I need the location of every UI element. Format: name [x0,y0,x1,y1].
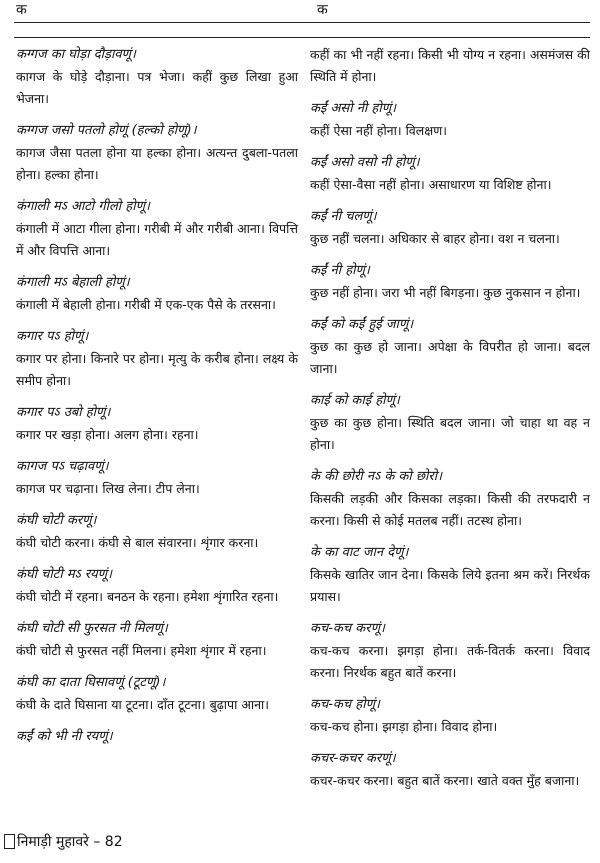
page-footer [4,832,123,851]
idiom-phrase: कंगाली मऽ बेहाली होणूं। [16,275,130,290]
right-column [310,44,590,802]
idiom-meaning: कंघी के दाते घिसाना या टूटना। दाँत टूटना। बुढ़ापा आना। [16,697,270,712]
idiom-phrase: कईं को भी नी रयणूं। [16,729,113,744]
idiom-phrase: कंघी चोटी करणूं। [16,513,97,528]
idiom-meaning: कंघी चोटी करना। कंघी से बाल संवारना। शृंगार करना। [16,535,259,550]
idiom-meaning: कचर-कचर करना। बहुत बातें करना। खाते वक्त मुँह बजाना। [310,773,580,788]
idiom-meaning: कुछ नहीं चलना। अधिकार से बाहर होना। वश न चलना। [310,231,560,246]
idiom-phrase: कच-कच होणूं। [310,697,380,712]
idiom-entry [310,260,590,304]
idiom-meaning: कहीं ऐसा-वैसा नहीं होना। असाधारण या विशिष्ट होना। [310,177,552,192]
idiom-phrase: कईं नी होणूं। [310,263,370,278]
idiom-phrase: काई को काई होणूं। [310,393,400,408]
header-left-letter: क [16,2,27,18]
idiom-meaning: कुछ का कुछ हो जाना। अपेक्षा के विपरीत हो जाना। बदल जाना। [310,339,590,376]
idiom-phrase: कच-कच करणूं। [310,621,385,636]
footer-page-label: निमाड़ी मुहावरे – 82 [17,834,123,850]
idiom-phrase: कग्गज का घोड़ा दौड़ावणूं। [16,47,136,62]
idiom-entry [16,326,298,392]
idiom-meaning: कंगाली में बेहाली होना। गरीबी में एक-एक पैसे के तरसना। [16,297,276,312]
footer-box-icon [4,834,15,849]
idiom-phrase: कईं नी चलणूं। [310,209,377,224]
idiom-entry [310,152,590,196]
idiom-phrase: कंघी का दाता घिसावणूं (टूटणूं)। [16,675,166,690]
idiom-entry [310,314,590,380]
idiom-phrase: कग्गज जसो पतलो होणूं (हल्को होणूं)। [16,123,197,138]
idiom-phrase: कगार पऽ उबो होणूं। [16,405,111,420]
idiom-entry [16,726,298,748]
idiom-phrase: कंघी चोटी सी फुरसत नी मिलणूं। [16,621,168,636]
idiom-entry [310,542,590,608]
idiom-entry [16,564,298,608]
idiom-meaning: कागज के घोड़े दौड़ाना। पत्र भेजा। कहीं कुछ लिखा हुआ भेजना। [16,69,298,106]
idiom-entry [310,618,590,684]
idiom-entry [16,120,298,186]
idiom-meaning: कगार पर होना। किनारे पर होना। मृत्यु के करीब होना। लक्ष्य के समीप होना। [16,351,298,388]
page-header [14,0,590,38]
left-column [16,44,298,758]
idiom-entry [310,748,590,792]
idiom-entry [16,44,298,110]
idiom-entry [310,206,590,250]
idiom-phrase: कईं को कईं हुई जाणूं। [310,317,414,332]
idiom-meaning: कागज जैसा पतला होना या हल्का होना। अत्यन्त दुबला-पतला होना। हल्का होना। [16,145,298,182]
idiom-meaning: कुछ का कुछ होना। स्थिति बदल जाना। जो चाहा था वह न होना। [310,415,590,452]
idiom-meaning: कच-कच करना। झगड़ा होना। तर्क-वितर्क करना। विवाद करना। निरर्थक बहुत बातें करना। [310,643,590,680]
idiom-entry [310,466,590,532]
idiom-phrase: कचर-कचर करणूं। [310,751,396,766]
idiom-meaning: कगार पर खड़ा होना। अलग होना। रहना। [16,427,199,442]
idiom-meaning: कहीं ऐसा नहीं होना। विलक्षण। [310,123,447,138]
idiom-meaning: कंघी चोटी से फुरसत नहीं मिलना। हमेशा शृंगार में रहना। [16,643,267,658]
idiom-entry [16,618,298,662]
idiom-entry [16,272,298,316]
idiom-entry [16,672,298,716]
idiom-meaning: कच-कच होना। झगड़ा होना। विवाद होना। [310,719,498,734]
idiom-phrase: कंगाली मऽ आटो गीलो होणूं। [16,199,150,214]
idiom-entry [16,456,298,500]
idiom-phrase: कगार पऽ होणूं। [16,329,89,344]
idiom-meaning: कंगाली में आटा गीला होना। गरीबी में और गरीबी आना। विपत्ति में और विपत्ति आना। [16,221,298,258]
idiom-entry [310,98,590,142]
idiom-meaning: कंघी चोटी में रहना। बनठन के रहना। हमेशा शृंगारित रहना। [16,589,279,604]
idiom-phrase: के का वाट जान देणूं। [310,545,409,560]
idiom-meaning: किसकी लड़की और किसका लड़का। किसी की तरफदारी न करना। किसी से कोई मतलब नहीं। तटस्थ होना। [310,491,590,528]
idiom-entry [310,44,590,88]
idiom-phrase: कईं असो वसो नी होणूं। [310,155,420,170]
idiom-meaning: किसके खातिर जान देना। किसके लिये इतना श्रम करें। निरर्थक प्रयास। [310,567,590,604]
idiom-phrase: कागज पऽ चढ़ावणूं। [16,459,109,474]
idiom-phrase: कंघी चोटी मऽ रयणूं। [16,567,113,582]
idiom-entry [16,402,298,446]
idiom-phrase: कईं असो नी होणूं। [310,101,397,116]
idiom-meaning: कागज पर चढ़ाना। लिख लेना। टीप लेना। [16,481,200,496]
idiom-entry [310,694,590,738]
idiom-meaning: कुछ नहीं होना। जरा भी नहीं बिगड़ना। कुछ नुकसान न होना। [310,285,581,300]
idiom-entry [16,510,298,554]
idiom-phrase: के की छोरी नऽ के को छोरो। [310,469,443,484]
idiom-entry [16,196,298,262]
header-right-letter: क [317,2,328,18]
idiom-entry [310,390,590,456]
idiom-meaning-continued: कहीं का भी नहीं रहना। किसी भी योग्य न रहना। असमंजस की स्थिति में होना। [310,47,590,84]
